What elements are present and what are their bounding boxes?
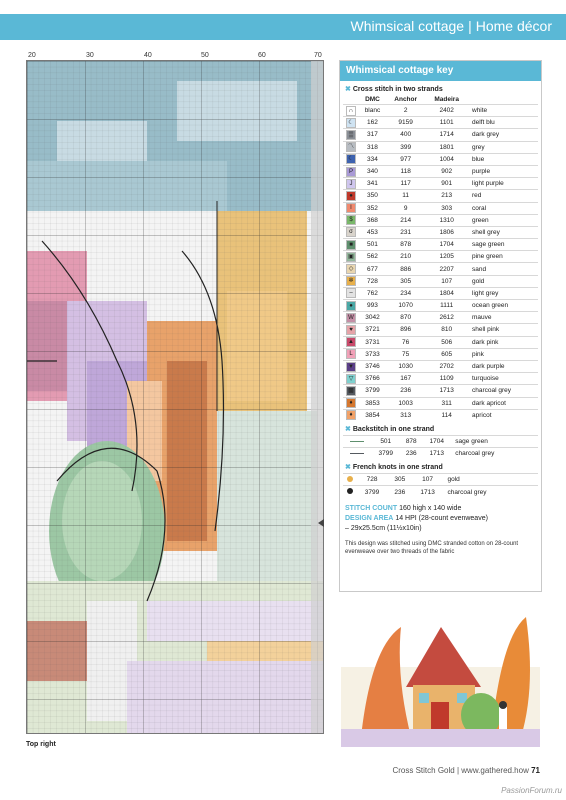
cell-dmc: blanc [359,105,386,117]
cell-anchor: 234 [386,287,425,299]
thread-symbol-icon: ▼ [346,362,356,372]
cell-name: turquoise [468,373,538,385]
cell-symbol [343,165,359,177]
cell-madeira: 605 [425,348,468,360]
cell-symbol [343,153,359,165]
cell-symbol [343,474,356,486]
cell-madeira: 1714 [425,129,468,141]
cell-madeira: 1713 [425,385,468,397]
col-anchor: Anchor [394,96,418,103]
cell-name: light grey [468,287,538,299]
table-row [343,360,538,372]
thread-symbol-icon: ☾ [346,154,356,164]
table-header-row [343,95,538,105]
table-row [343,275,538,287]
cell-name: gold [443,474,538,486]
cell-anchor: 400 [386,129,425,141]
cell-symbol [343,214,359,226]
cell-name: dark grey [468,129,538,141]
cell-anchor: 75 [386,348,425,360]
axis-label-40: 40 [144,52,152,59]
thread-symbol-icon: ▽ [346,374,356,384]
axis-label-60: 60 [258,52,266,59]
chart-label: Top right [26,741,56,748]
french-knot-dot-icon [347,476,353,482]
cell-symbol [343,324,359,336]
cell-madeira: 1704 [425,239,468,251]
cell-madeira: 1801 [425,141,468,153]
table-row [343,263,538,275]
cell-name: white [468,105,538,117]
cell-dmc: 334 [359,153,386,165]
cell-symbol [343,486,356,498]
cell-madeira: 901 [425,178,468,190]
cell-madeira: 107 [425,275,468,287]
cell-anchor: 878 [400,435,422,447]
cell-dmc: 501 [359,239,386,251]
cell-dmc: 728 [359,275,386,287]
cell-symbol [343,348,359,360]
thread-symbol-icon: ● [346,191,356,201]
table-row [343,226,538,238]
cell-dmc: 3799 [371,448,400,460]
cell-dmc: 368 [359,214,386,226]
cell-madeira: 1109 [425,373,468,385]
thread-symbol-icon: ▩ [346,386,356,396]
cell-anchor: 167 [386,373,425,385]
cell-anchor: 236 [400,448,422,460]
cell-symbol [343,190,359,202]
cell-madeira: 1713 [412,486,444,498]
cell-symbol [343,287,359,299]
cell-anchor: 117 [386,178,425,190]
cell-madeira: 1804 [425,287,468,299]
cell-name: dark purple [468,360,538,372]
cell-madeira: 810 [425,324,468,336]
cell-anchor: 1030 [386,360,425,372]
table-row [343,141,538,153]
cell-dmc: 162 [359,117,386,129]
table-row [343,324,538,336]
thread-symbol-icon: ♦ [346,398,356,408]
table-row [343,165,538,177]
cell-symbol [343,141,359,153]
cell-anchor: 231 [386,226,425,238]
cell-madeira: 2207 [425,263,468,275]
table-row [343,448,538,460]
table-row [343,117,538,129]
footer-url: www.gathered.how [461,766,529,775]
cell-anchor: 9 [386,202,425,214]
table-row [343,178,538,190]
thread-symbol-icon: ● [346,301,356,311]
cell-name: red [468,190,538,202]
thread-symbol-icon: – [346,288,356,298]
cell-dmc: 341 [359,178,386,190]
cell-symbol [343,117,359,129]
cell-madeira: 1004 [425,153,468,165]
cell-anchor: 210 [386,251,425,263]
cell-dmc: 3799 [356,486,388,498]
cell-madeira: 1205 [425,251,468,263]
table-row [343,348,538,360]
thread-symbol-icon: σ [346,227,356,237]
cell-dmc: 3042 [359,312,386,324]
table-row [343,202,538,214]
cell-madeira: 902 [425,165,468,177]
cell-anchor: 305 [388,474,412,486]
cell-name: coral [468,202,538,214]
cell-anchor: 9159 [386,117,425,129]
cell-symbol [343,397,359,409]
french-knots-table [343,473,538,497]
center-marker-arrow-icon [318,519,324,527]
table-row [343,373,538,385]
thread-symbol-icon: ▲ [346,337,356,347]
cell-dmc: 3733 [359,348,386,360]
cell-anchor: 977 [386,153,425,165]
table-row [343,190,538,202]
cross-stitch-section-heading: ✖ Cross stitch in two strands [345,86,443,93]
table-row [343,474,538,486]
page-footer: Cross Stitch Gold | www.gathered.how 71 [392,766,540,775]
backstitch-line-icon [350,441,364,443]
cell-symbol [343,275,359,287]
thread-symbol-icon: L [346,349,356,359]
watermark: PassionForum.ru [501,786,562,795]
chart-key [339,60,542,592]
cell-dmc: 3766 [359,373,386,385]
cell-anchor: 118 [386,165,425,177]
cell-dmc: 728 [356,474,388,486]
cell-symbol [343,448,371,460]
cell-madeira: 506 [425,336,468,348]
cell-madeira: 1111 [425,300,468,312]
cell-madeira: 1101 [425,117,468,129]
cell-symbol [343,263,359,275]
page-number: 71 [531,766,540,775]
cell-anchor: 76 [386,336,425,348]
cell-dmc: 352 [359,202,386,214]
cell-name: charcoal grey [443,486,538,498]
cell-name: pink [468,348,538,360]
cell-madeira: 2612 [425,312,468,324]
cell-anchor: 886 [386,263,425,275]
cross-stitch-table [343,95,538,421]
finished-design-photo [341,607,540,747]
table-row [343,251,538,263]
table-row [343,153,538,165]
cell-anchor: 236 [386,385,425,397]
table-row [343,239,538,251]
cell-madeira: 1713 [422,448,451,460]
thread-symbol-icon: P [346,167,356,177]
thread-symbol-icon: W [346,313,356,323]
cell-anchor: 2 [386,105,425,117]
axis-label-30: 30 [86,52,94,59]
cell-madeira: 114 [425,409,468,421]
cell-anchor: 399 [386,141,425,153]
cell-madeira: 1704 [422,435,451,447]
cell-dmc: 677 [359,263,386,275]
thread-symbol-icon: ◇ [346,264,356,274]
thread-symbol-icon: ♦ [346,410,356,420]
col-madeira: Madeira [434,96,459,103]
cell-dmc: 562 [359,251,386,263]
cell-name: dark apricot [468,397,538,409]
thread-symbol-icon: I [346,203,356,213]
axis-label-70: 70 [314,52,322,59]
cell-anchor: 1070 [386,300,425,312]
thread-symbol-icon: ▣ [346,252,356,262]
cell-symbol [343,336,359,348]
cell-dmc: 3721 [359,324,386,336]
cell-dmc: 762 [359,287,386,299]
cell-anchor: 870 [386,312,425,324]
table-row [343,435,538,447]
key-note: This design was stitched using DMC stranded cotton on 28-count evenweave over two threads of the fabric [345,540,519,555]
cell-name: sand [468,263,538,275]
stitch-count: STITCH COUNT 160 high x 140 wide DESIGN AREA 14 HPI (28-count evenweave) – 29x25.5cm (11½x10in) [345,504,488,532]
cell-dmc: 3799 [359,385,386,397]
cross-mark-icon: ✖ [345,464,351,472]
cell-dmc: 340 [359,165,386,177]
table-row [343,214,538,226]
table-row [343,105,538,117]
cell-madeira: 213 [425,190,468,202]
header-title: Whimsical cottage [350,18,465,34]
cell-name: apricot [468,409,538,421]
cross-stitch-chart [26,60,324,734]
cell-dmc: 453 [359,226,386,238]
cell-symbol [343,226,359,238]
table-row [343,385,538,397]
header: Whimsical cottage | Home décor [350,18,552,34]
cell-name: charcoal grey [451,448,538,460]
cross-mark-icon: ✖ [345,425,351,433]
footer-magazine: Cross Stitch Gold [392,766,455,775]
cell-name: shell pink [468,324,538,336]
table-row [343,129,538,141]
thread-symbol-icon: $ [346,215,356,225]
cell-dmc: 3731 [359,336,386,348]
cell-name: charcoal grey [468,385,538,397]
cell-name: green [468,214,538,226]
cell-symbol [343,300,359,312]
thread-symbol-icon: J [346,179,356,189]
cell-madeira: 311 [425,397,468,409]
cell-symbol [343,385,359,397]
cell-symbol [343,373,359,385]
cell-name: grey [468,141,538,153]
backstitch-table [343,435,538,459]
cell-madeira: 1806 [425,226,468,238]
cell-anchor: 214 [386,214,425,226]
cell-name: light purple [468,178,538,190]
cell-symbol [343,178,359,190]
cell-symbol [343,105,359,117]
cell-dmc: 3746 [359,360,386,372]
table-row [343,312,538,324]
key-title: Whimsical cottage key [340,61,541,81]
cell-name: sage green [468,239,538,251]
table-row [343,287,538,299]
backstitch-line-icon [350,453,364,455]
cross-mark-icon: ✖ [345,86,351,93]
thread-symbol-icon: ☾ [346,118,356,128]
cell-dmc: 318 [359,141,386,153]
cell-symbol [343,435,371,447]
cell-symbol [343,239,359,251]
cell-anchor: 236 [388,486,412,498]
cell-madeira: 303 [425,202,468,214]
cell-madeira: 2402 [425,105,468,117]
cell-madeira: 2702 [425,360,468,372]
cell-anchor: 896 [386,324,425,336]
cell-symbol [343,409,359,421]
table-row [343,409,538,421]
cell-symbol [343,202,359,214]
cell-anchor: 878 [386,239,425,251]
col-dmc: DMC [365,96,380,103]
thread-symbol-icon: ▒ [346,130,356,140]
thread-symbol-icon: ∩ [346,106,356,116]
cell-symbol [343,129,359,141]
cell-madeira: 107 [412,474,444,486]
thread-symbol-icon: ♥ [346,325,356,335]
cell-name: shell grey [468,226,538,238]
cell-name: dark pink [468,336,538,348]
cell-dmc: 993 [359,300,386,312]
cell-dmc: 317 [359,129,386,141]
table-row [343,336,538,348]
cell-dmc: 501 [371,435,400,447]
cell-anchor: 11 [386,190,425,202]
cell-dmc: 3854 [359,409,386,421]
cell-name: ocean green [468,300,538,312]
cell-name: purple [468,165,538,177]
thread-symbol-icon: ■ [346,240,356,250]
cell-anchor: 313 [386,409,425,421]
cell-name: sage green [451,435,538,447]
cell-dmc: 3853 [359,397,386,409]
cell-name: blue [468,153,538,165]
thread-symbol-icon: ✲ [346,276,356,286]
axis-label-20: 20 [28,52,36,59]
cell-name: pine green [468,251,538,263]
cell-name: mauve [468,312,538,324]
cell-symbol [343,360,359,372]
header-section: Home décor [475,18,552,34]
backstitch-section-heading: ✖ Backstitch in one strand [345,425,435,433]
cell-anchor: 305 [386,275,425,287]
cell-anchor: 1003 [386,397,425,409]
axis-label-50: 50 [201,52,209,59]
cell-symbol [343,312,359,324]
cell-dmc: 350 [359,190,386,202]
thread-symbol-icon: 〽 [347,144,354,151]
french-knot-dot-icon [347,488,353,494]
cell-name: gold [468,275,538,287]
table-row [343,300,538,312]
cell-symbol [343,251,359,263]
french-knots-section-heading: ✖ French knots in one strand [345,464,443,472]
cell-name: delft blu [468,117,538,129]
table-row [343,397,538,409]
cell-madeira: 1310 [425,214,468,226]
table-row [343,486,538,498]
